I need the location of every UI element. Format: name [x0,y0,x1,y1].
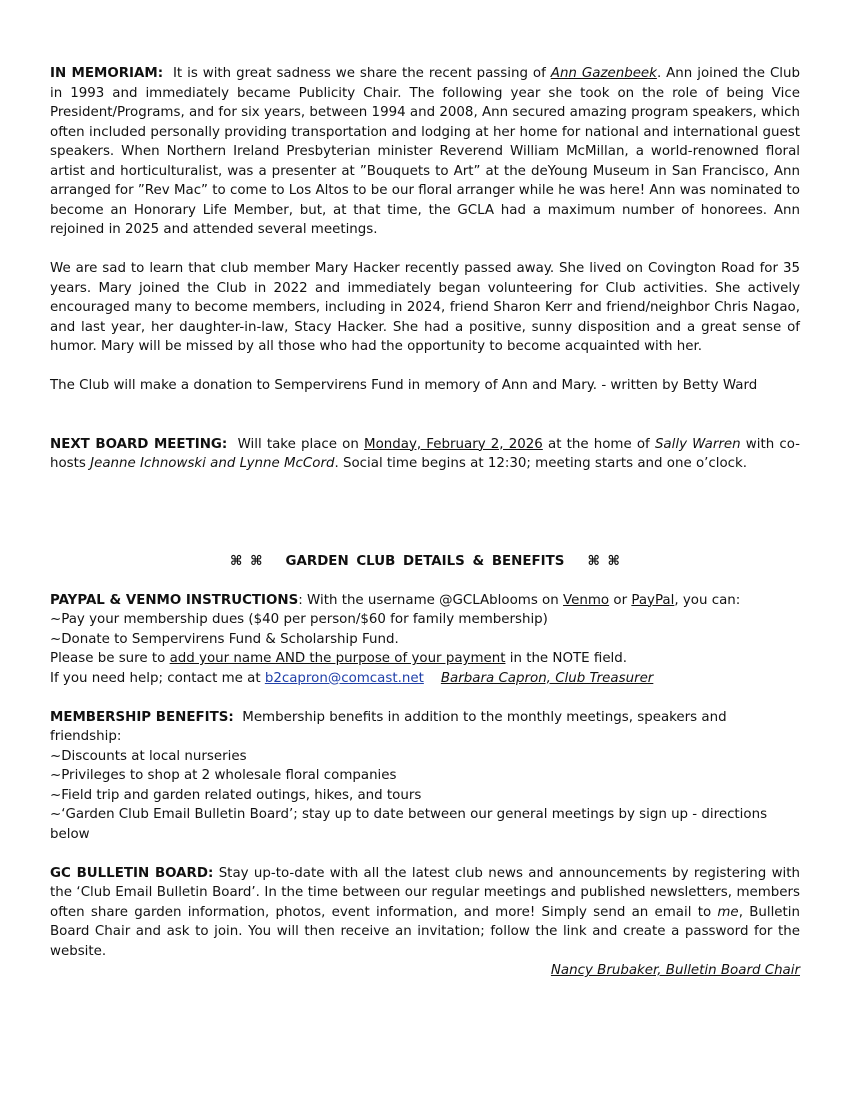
board-meeting-host: Sally Warren [654,436,741,452]
paypal-section [50,591,800,689]
paypal-line-donate: ~Donate to Sempervirens Fund & Scholarship Fund. [50,631,399,647]
paypal-link[interactable]: PayPal [631,592,675,608]
list-item: ~Privileges to shop at 2 wholesale floral companies [50,768,397,783]
board-meeting-paragraph [50,435,800,474]
details-section-title [50,552,800,572]
memoriam-ann-text: . Ann joined the Club in 1993 and immediately became Publicity Chair. The following year she took on the role of being Vice President/Programs, and for six years, between 1994 and 2008, Ann secured amazing program speakers, which often included personally providing transportation and lodging at her home for national and international guest speakers. When Northern Ireland Presbyterian minister Reverend William McMillan, a world-renowned floral artist and horticulturalist, was a presenter at ”Bouquets to Art” at the deYoung Museum in San Francisco, Ann arranged for ”Rev Mac” to come to Los Altos to be our floral arranger while he was here! Ann was nominated to become an Honorary Life Member, but, at that time, the GCLA had a maximum number of honorees. Ann rejoined in 2025 and attended several meetings. [50,66,800,237]
paypal-text: , you can: [674,592,741,608]
venmo-link[interactable]: Venmo [563,592,610,608]
paypal-text: : With the username @GCLAblooms on [298,592,559,608]
paypal-heading: PAYPAL & VENMO INSTRUCTIONS [50,592,299,608]
memoriam-donation-note: The Club will make a donation to Sempervirens Fund in memory of Ann and Mary. - written by Betty Ward [50,378,758,393]
memoriam-heading: IN MEMORIAM: [50,66,164,81]
paypal-note-instruction: add your name AND the purpose of your payment [169,651,506,666]
board-meeting-text: with co-hosts [50,436,801,471]
paypal-line-contact [50,669,800,689]
board-meeting-text: Will take place on [237,436,359,452]
bulletin-section [50,864,800,981]
bulletin-me: me [717,904,739,920]
paypal-text: or [613,592,628,608]
command-symbol-icon: ⌘ ⌘ [587,553,620,569]
newsletter-page [50,64,800,981]
ann-name-link[interactable]: Ann Gazenbeek [550,66,657,81]
benefits-intro: Membership benefits in addition to the monthly meetings, speakers and friendship: [50,709,727,744]
bulletin-heading: GC BULLETIN BOARD: [50,865,214,881]
paypal-text: in the NOTE field. [509,651,628,666]
board-meeting-cohosts: Jeanne Ichnowski and Lynne McCord [90,456,335,471]
treasurer-signature: Barbara Capron, Club Treasurer [440,670,654,686]
bulletin-signature-line [50,961,800,981]
paypal-line-dues: ~Pay your membership dues ($40 per person/$60 for family membership) [50,612,548,627]
memoriam-paragraph-mary: We are sad to learn that club member Mary Hacker recently passed away. She lived on Covington Road for 35 years. Mary joined the Club in 2022 and immediately began volunteering for Club activities. She actively encouraged many to become members, including in 2024, friend Sharon Kerr and friend/neighbor Chris Nagao, and last year, her daughter-in-law, Stacy Hacker. She had a positive, sunny disposition and a great sense of humor. Mary will be missed by all those who had the opportunity to become acquainted with her. [50,261,800,354]
benefits-section [50,708,800,845]
list-item: ~Discounts at local nurseries [50,748,247,764]
bulletin-text: , Bulletin Board Chair and ask to join. You will then receive an invitation; follow the link and create a password for the website. [50,904,800,959]
paypal-text: If you need help; contact me at [50,670,261,686]
treasurer-email-link[interactable]: b2capron@comcast.net [264,670,424,686]
memoriam-paragraph-ann [50,64,800,240]
memoriam-intro: It is with great sadness we share the recent passing of [172,66,546,81]
benefits-intro-line [50,708,800,747]
board-meeting-heading: NEXT BOARD MEETING: [50,436,228,452]
board-meeting-date: Monday, February 2, 2026 [364,436,543,452]
bulletin-paragraph [50,864,800,962]
board-meeting-text: at the home of [547,436,650,452]
benefits-heading: MEMBERSHIP BENEFITS: [50,709,234,725]
command-symbol-icon: ⌘ ⌘ [230,553,263,569]
bulletin-signature: Nancy Brubaker, Bulletin Board Chair [550,963,800,978]
details-title-text: GARDEN CLUB DETAILS & BENEFITS [285,553,565,569]
bulletin-text: Stay up-to-date with all the latest club news and announcements by registering with the ‘Club Email Bulletin Board’. In the time between our regular meetings and published newsletters, members often share garden information, photos, event information, and more! Simply send an email to [50,865,800,920]
paypal-text: Please be sure to [50,651,166,666]
paypal-line-note [50,649,800,669]
list-item: ~‘Garden Club Email Bulletin Board’; stay up to date between our general meetings by sign up - directions below [50,807,768,842]
paypal-line-1 [50,591,800,611]
board-meeting-text: . Social time begins at 12:30; meeting starts and one o’clock. [334,456,748,471]
list-item: ~Field trip and garden related outings, hikes, and tours [50,787,422,803]
